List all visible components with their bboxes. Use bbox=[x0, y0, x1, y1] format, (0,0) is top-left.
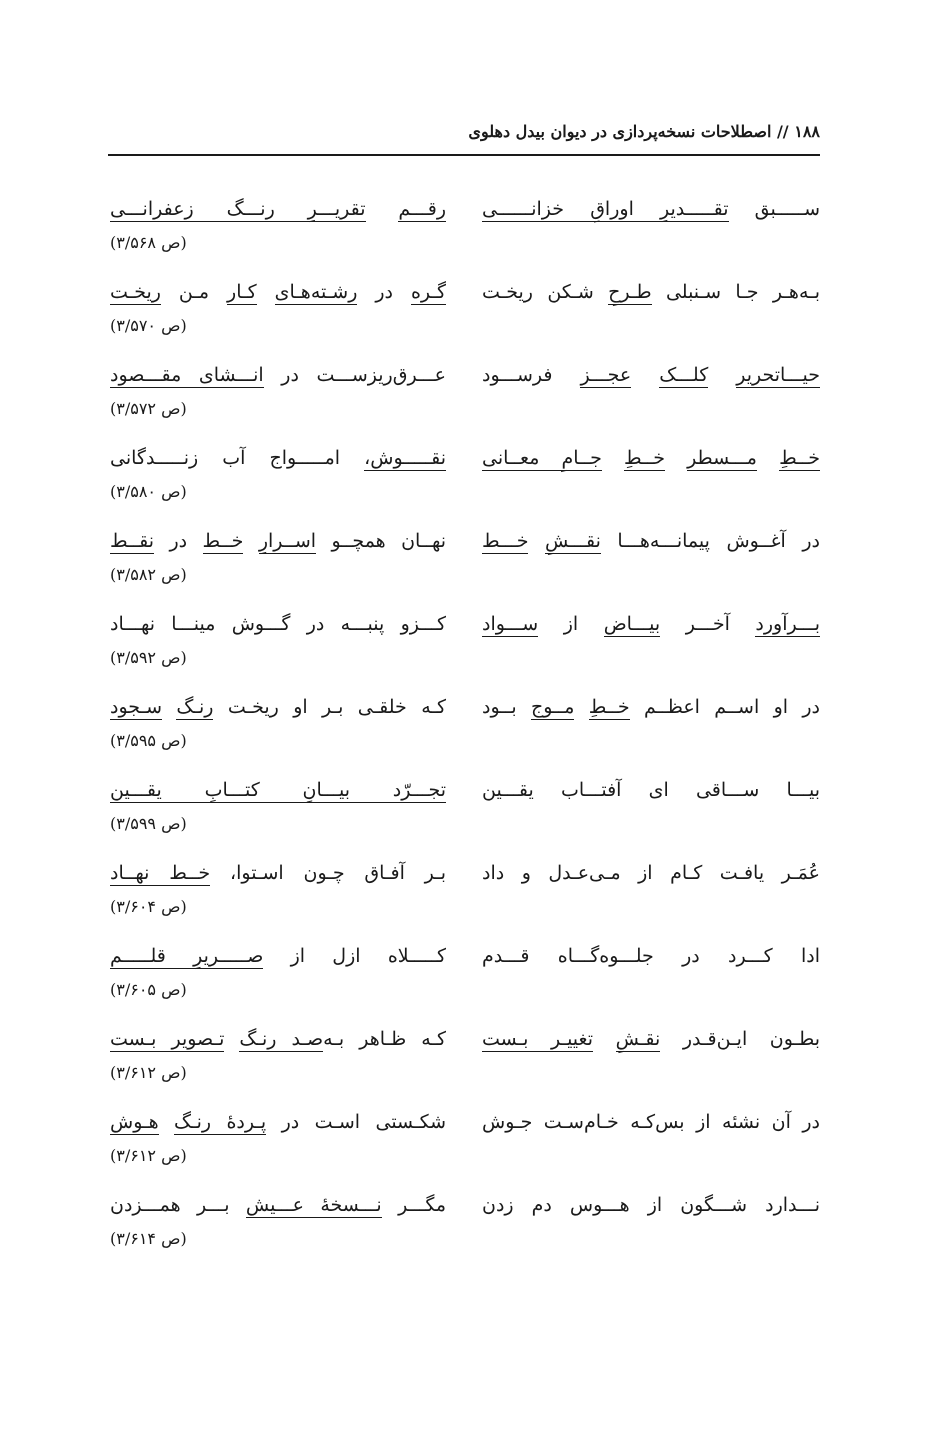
verse-text bbox=[593, 1028, 616, 1050]
verse bbox=[0, 524, 930, 607]
verse-text bbox=[528, 530, 545, 552]
page-reference: (ص ۳/۶۰۵) bbox=[110, 980, 187, 999]
verse-text bbox=[665, 447, 687, 469]
page-reference: (ص ۳/۶۰۴) bbox=[110, 897, 187, 916]
underlined-term: صـــــریرِ قلـــــم bbox=[110, 945, 264, 967]
underlined-term: تـصویر بـست bbox=[110, 1028, 225, 1050]
underlined-term: طـرحِ bbox=[608, 281, 652, 303]
underlined-term: گـره bbox=[410, 281, 446, 303]
verse-text: آخـــر bbox=[660, 613, 756, 635]
underlined-term: اســرارِ bbox=[258, 530, 317, 552]
underlined-term: رقـــم bbox=[398, 198, 446, 220]
underlined-term: مــوج bbox=[531, 696, 575, 718]
underlined-term: بیـــاض bbox=[603, 613, 661, 635]
underlined-term: رشـته‌هـای bbox=[274, 281, 358, 303]
page-reference: (ص ۳/۶۱۴) bbox=[110, 1229, 187, 1248]
underlined-term: نقـشِ bbox=[615, 1028, 661, 1050]
second-hemistich bbox=[110, 1105, 446, 1139]
verse bbox=[0, 690, 930, 773]
first-hemistich bbox=[482, 275, 820, 309]
verse-text: عـــرق‌ریزســـت در bbox=[263, 364, 446, 386]
second-hemistich bbox=[110, 275, 446, 309]
underlined-term: سـجود bbox=[110, 696, 163, 718]
verse-text bbox=[574, 696, 588, 718]
page-reference: (ص ۳/۵۸۰) bbox=[110, 482, 187, 501]
second-hemistich bbox=[110, 690, 446, 724]
second-hemistich bbox=[110, 773, 446, 807]
verse-text: در bbox=[357, 281, 411, 303]
verse-text: عُمَـر یافـت کـام از مـی‌عـدل و داد bbox=[482, 862, 820, 884]
underlined-term: نـــسخۀ عـــیش bbox=[245, 1194, 382, 1216]
verse-text: مـن bbox=[160, 281, 228, 303]
underlined-term: تجـــرّد بیـــانِ کتـــابِ یقـــین bbox=[110, 779, 446, 801]
underlined-term: عجـــز bbox=[580, 364, 632, 386]
underlined-term: تقریـــرِ رنـــگ زعفرانـــی bbox=[110, 198, 366, 220]
page-reference: (ص ۳/۵۹۲) bbox=[110, 648, 187, 667]
verse-text bbox=[224, 1028, 239, 1050]
underlined-term: انـــشای مقـــصود bbox=[110, 364, 264, 386]
verse-text: در آن نشئه از بس‌کـه خـام‌سـت جـوش bbox=[482, 1111, 820, 1133]
first-hemistich bbox=[482, 441, 820, 475]
verse bbox=[0, 773, 930, 856]
second-hemistich bbox=[110, 1022, 446, 1056]
page-reference: (ص ۳/۵۷۲) bbox=[110, 399, 187, 418]
verse-text: نهــان همچــو bbox=[316, 530, 446, 552]
underlined-term: تقـــــدیرِ bbox=[660, 198, 729, 220]
underlined-term: بـــرآورد bbox=[755, 613, 820, 635]
underlined-term: نقــط bbox=[110, 530, 155, 552]
underlined-term: خــطِ bbox=[624, 447, 665, 469]
second-hemistich bbox=[110, 441, 446, 475]
underlined-term: ســـواد bbox=[482, 613, 539, 635]
verse-text: در آغــوش پیمانـــه‌هـــا bbox=[600, 530, 820, 552]
first-hemistich bbox=[482, 524, 820, 558]
underlined-term: نقـــشِ bbox=[545, 530, 601, 552]
verse-text: از bbox=[538, 613, 604, 635]
underlined-term: صـد رنـگ bbox=[239, 1028, 324, 1050]
page-reference: (ص ۳/۵۸۲) bbox=[110, 565, 187, 584]
verse bbox=[0, 1022, 930, 1105]
underlined-term: خــطِ bbox=[779, 447, 820, 469]
verse bbox=[0, 607, 930, 690]
verse bbox=[0, 358, 930, 441]
verse-text: ادا کـــرد در جلـــوه‌گـــاه قـــدم bbox=[482, 945, 820, 967]
page-reference: (ص ۳/۶۱۲) bbox=[110, 1063, 187, 1082]
verse-text bbox=[631, 364, 659, 386]
first-hemistich bbox=[482, 1105, 820, 1139]
verse-text: بــود bbox=[482, 696, 532, 718]
first-hemistich bbox=[482, 1188, 820, 1222]
second-hemistich bbox=[110, 1188, 446, 1222]
verse-text: کـــــلاه ازل از bbox=[263, 945, 446, 967]
underlined-term: رنـگ bbox=[176, 696, 214, 718]
underlined-term: جــامِ معــانی bbox=[482, 447, 602, 469]
verse bbox=[0, 275, 930, 358]
verse-text: کـــزو پنبـــه در گـــوش مینـــا نهـــاد bbox=[110, 613, 446, 635]
verse-text bbox=[708, 364, 736, 386]
verse-text: مگـــر bbox=[381, 1194, 446, 1216]
verse bbox=[0, 1105, 930, 1188]
second-hemistich bbox=[110, 358, 446, 392]
verse-text bbox=[257, 281, 275, 303]
first-hemistich bbox=[482, 856, 820, 890]
underlined-term: مـــسطر bbox=[687, 447, 757, 469]
verse-text bbox=[159, 1111, 174, 1133]
second-hemistich bbox=[110, 939, 446, 973]
page-reference: (ص ۳/۵۹۵) bbox=[110, 731, 187, 750]
underlined-term: خـــط bbox=[482, 530, 529, 552]
second-hemistich bbox=[110, 856, 446, 890]
underlined-term: حیـــاتحریر bbox=[736, 364, 820, 386]
underlined-term: پـردۀ رنـگ bbox=[174, 1111, 267, 1133]
second-hemistich bbox=[110, 192, 446, 226]
verse-text: شکـستی اسـت در bbox=[266, 1111, 446, 1133]
verse-text: نـــدارد شـــگون از هـــوس دم زدن bbox=[482, 1194, 820, 1216]
verse bbox=[0, 192, 930, 275]
underlined-term: نقـــــوش، bbox=[364, 447, 446, 469]
first-hemistich bbox=[482, 358, 820, 392]
underlined-term: کلـــک bbox=[659, 364, 709, 386]
underlined-term: اوراقِ خزانــــــی bbox=[482, 198, 661, 220]
verse-list bbox=[0, 192, 930, 1271]
header-rule bbox=[108, 154, 820, 156]
underlined-term: هـوش bbox=[110, 1111, 159, 1133]
underlined-term: ریخـت bbox=[110, 281, 161, 303]
page-reference: (ص ۳/۵۷۰) bbox=[110, 316, 187, 335]
verse-text: فرســـود bbox=[482, 364, 581, 386]
running-head: ۱۸۸ // اصطلاحات نسخه‌پردازی در دیوان بیدل دهلوی bbox=[468, 122, 820, 141]
verse bbox=[0, 441, 930, 524]
verse-text bbox=[243, 530, 258, 552]
verse-text: بطـون ایـن‌قـدر bbox=[660, 1028, 820, 1050]
first-hemistich bbox=[482, 1022, 820, 1056]
page-reference: (ص ۳/۵۶۸) bbox=[110, 233, 187, 252]
underlined-term: خــط نهــاد bbox=[110, 862, 211, 884]
underlined-term: تغییـر بـست bbox=[482, 1028, 593, 1050]
verse-text: در او اســم اعظــم bbox=[629, 696, 820, 718]
verse bbox=[0, 1188, 930, 1271]
second-hemistich bbox=[110, 524, 446, 558]
verse-text: بیـــا ســـاقی ای آفتـــاب یقـــین bbox=[482, 779, 820, 801]
verse-text: بـه‌هـر جـا سـنبلی bbox=[651, 281, 820, 303]
first-hemistich bbox=[482, 192, 820, 226]
verse-text bbox=[757, 447, 779, 469]
underlined-term: خــط bbox=[202, 530, 244, 552]
verse-text bbox=[162, 696, 176, 718]
verse-text: ســـــبق bbox=[728, 198, 820, 220]
first-hemistich bbox=[482, 773, 820, 807]
verse bbox=[0, 856, 930, 939]
verse-text: بـر آفـاق چـون اسـتوا، bbox=[210, 862, 446, 884]
verse bbox=[0, 939, 930, 1022]
verse-text: کـه خلقـی بـر او ریخـت bbox=[213, 696, 446, 718]
verse-text bbox=[602, 447, 624, 469]
first-hemistich bbox=[482, 690, 820, 724]
underlined-term: کـار bbox=[227, 281, 257, 303]
verse-text bbox=[366, 198, 399, 220]
second-hemistich bbox=[110, 607, 446, 641]
verse-text: کـه ظـاهر بـه‌ bbox=[323, 1028, 446, 1050]
first-hemistich bbox=[482, 607, 820, 641]
verse-text: بـــر همـــزدن bbox=[110, 1194, 246, 1216]
first-hemistich bbox=[482, 939, 820, 973]
verse-text: امـــــواج آب زنـــــدگانی bbox=[110, 447, 365, 469]
page-reference: (ص ۳/۵۹۹) bbox=[110, 814, 187, 833]
verse-text: در bbox=[154, 530, 203, 552]
verse-text: شـکن ریخـت bbox=[482, 281, 609, 303]
page-reference: (ص ۳/۶۱۲) bbox=[110, 1146, 187, 1165]
underlined-term: خــطِ bbox=[588, 696, 630, 718]
